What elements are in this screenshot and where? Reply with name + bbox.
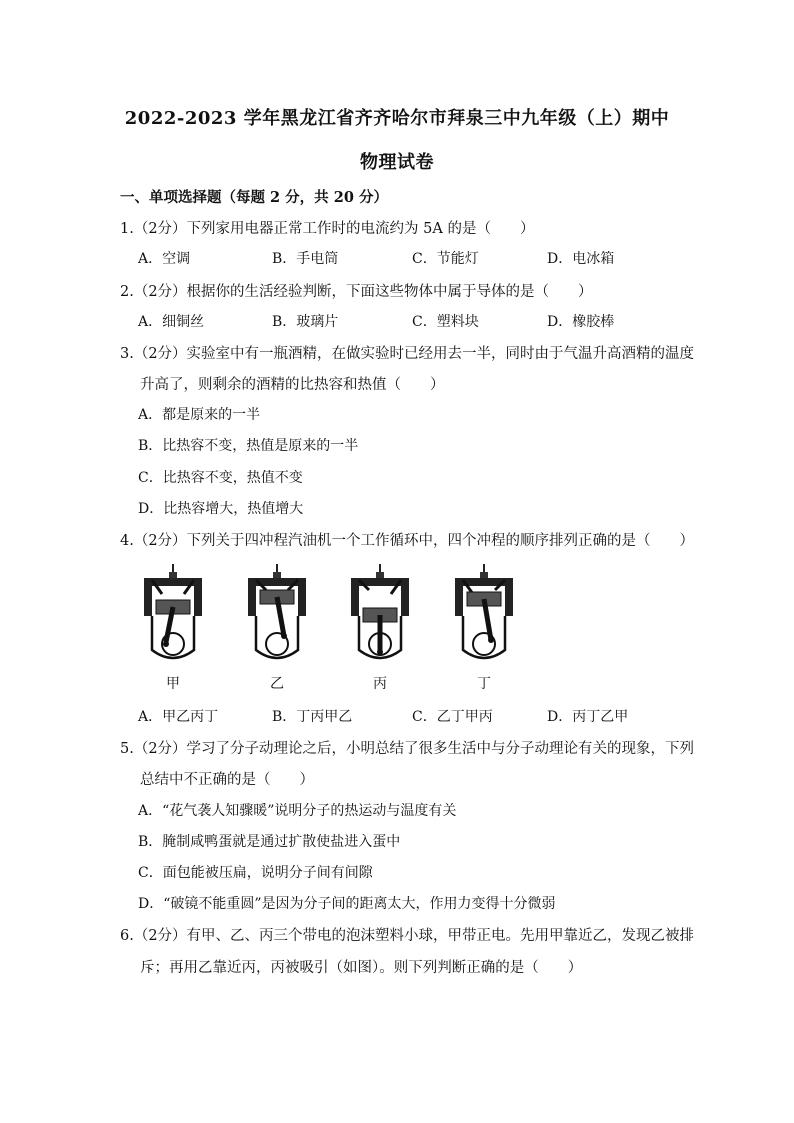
figure-label-ding: 丁 bbox=[477, 676, 491, 692]
engine-diagram-bing bbox=[345, 562, 415, 670]
figure-label-jia: 甲 bbox=[166, 676, 180, 692]
q3-option-c: C．比热容不变，热值不变 bbox=[138, 470, 303, 486]
question-4-stem: 4.（2分）下列关于四冲程汽油机一个工作循环中，四个冲程的顺序排列正确的是（ ） bbox=[120, 533, 695, 549]
q5-option-b: B．腌制咸鸭蛋就是通过扩散使盐进入蛋中 bbox=[138, 834, 401, 850]
question-1-stem: 1.（2分）下列家用电器正常工作时的电流约为 5A 的是（ ） bbox=[120, 221, 535, 237]
q3-option-d: D．比热容增大，热值增大 bbox=[138, 501, 304, 517]
question-3-stem-line1: 3.（2分）实验室中有一瓶酒精，在做实验时已经用去一半，同时由于气温升高酒精的温度 bbox=[120, 346, 695, 362]
engine-diagram-ding bbox=[449, 562, 519, 670]
q4-option-d: D．丙丁乙甲 bbox=[547, 709, 629, 725]
section-heading: 一、单项选择题（每题 2 分，共 20 分） bbox=[120, 189, 388, 206]
engine-diagram-jia bbox=[138, 562, 208, 670]
exam-title-line1: 2022-2023 学年黑龙江省齐齐哈尔市拜泉三中九年级（上）期中 bbox=[124, 108, 670, 129]
q2-option-c: C．塑料块 bbox=[412, 314, 479, 330]
q1-option-c: C．节能灯 bbox=[412, 251, 479, 267]
q1-option-a: A．空调 bbox=[138, 251, 191, 267]
question-5-stem-line2: 总结中不正确的是（ ） bbox=[140, 772, 314, 788]
figure-label-bing: 丙 bbox=[373, 676, 387, 692]
question-2-stem: 2.（2分）根据你的生活经验判断，下面这些物体中属于导体的是（ ） bbox=[120, 284, 593, 300]
q1-option-d: D．电冰箱 bbox=[547, 251, 615, 267]
q5-option-c: C．面包能被压扁，说明分子间有间隙 bbox=[138, 865, 373, 881]
figure-label-yi: 乙 bbox=[270, 676, 284, 692]
q2-option-b: B．玻璃片 bbox=[272, 314, 339, 330]
q3-option-b: B．比热容不变，热值是原来的一半 bbox=[138, 438, 359, 454]
exam-title-line2: 物理试卷 bbox=[360, 152, 434, 173]
q4-option-a: A．甲乙丙丁 bbox=[138, 709, 219, 725]
q5-option-d: D．“破镜不能重圆”是因为分子间的距离太大，作用力变得十分微弱 bbox=[138, 896, 556, 912]
q3-option-a: A．都是原来的一半 bbox=[138, 407, 261, 423]
question-5-stem-line1: 5.（2分）学习了分子动理论之后，小明总结了很多生活中与分子动理论有关的现象，下列 bbox=[120, 741, 695, 757]
question-3-stem-line2: 升高了，则剩余的酒精的比热容和热值（ ） bbox=[140, 377, 445, 393]
q5-option-a: A．“花气袭人知骤暖”说明分子的热运动与温度有关 bbox=[138, 803, 457, 819]
q4-option-c: C．乙丁甲丙 bbox=[412, 709, 493, 725]
question-6-stem-line1: 6.（2分）有甲、乙、丙三个带电的泡沫塑料小球，甲带正电。先用甲靠近乙，发现乙被排 bbox=[120, 928, 695, 944]
q2-option-d: D．橡胶棒 bbox=[547, 314, 615, 330]
engine-diagram-yi bbox=[242, 562, 312, 670]
q1-option-b: B．手电筒 bbox=[272, 251, 339, 267]
q2-option-a: A．细铜丝 bbox=[138, 314, 205, 330]
question-6-stem-line2: 斥；再用乙靠近丙，丙被吸引（如图）。则下列判断正确的是（ ） bbox=[140, 960, 583, 976]
q4-option-b: B．丁丙甲乙 bbox=[272, 709, 353, 725]
